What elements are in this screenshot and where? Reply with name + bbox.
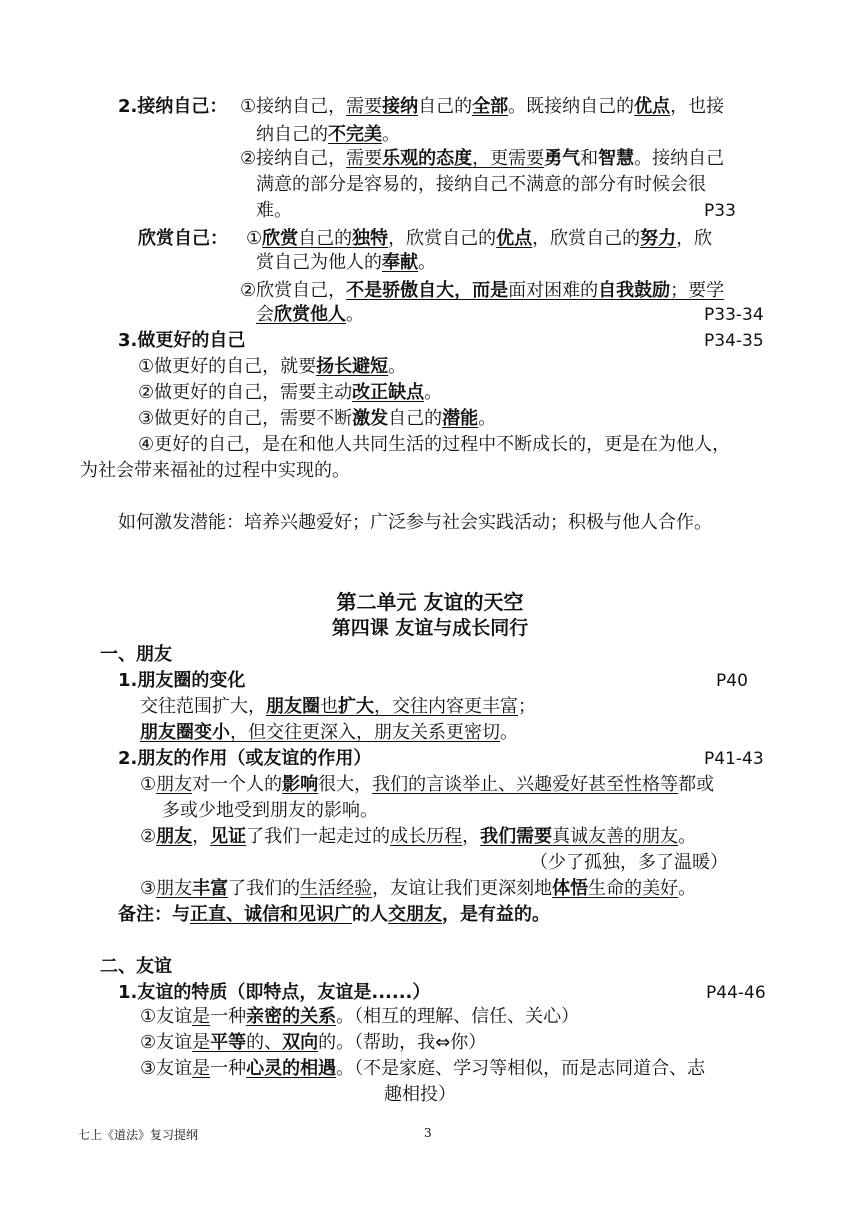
subheading-friend-circle: 1.朋友圈的变化: [118, 670, 246, 691]
list-item: ②做更好的自己，需要主动改正缺点。: [138, 382, 443, 403]
text-line: 纳自己的不完美。: [256, 124, 400, 145]
list-item: ③友谊是一种心灵的相遇。（不是家庭、学习等相似，而是志同道合、志: [140, 1058, 706, 1079]
list-item: ④更好的自己，是在和他人共同生活的过程中不断成长的，更是在为他人，: [138, 434, 731, 455]
remark: 备注：与正直、诚信和见识广的人交朋友，是有益的。: [118, 904, 550, 925]
lesson-title: 第四课 友谊与成长同行: [331, 617, 529, 639]
list-item: ①做更好的自己，就要扬长避短。: [138, 356, 407, 377]
heading-better-self: 3.做更好的自己: [118, 330, 246, 351]
list-item: 趣相投）: [384, 1084, 456, 1105]
heading-accept-self: 2.接纳自己：: [118, 96, 228, 117]
footer-title: 七上《道法》复习提纲: [78, 1128, 199, 1142]
text-line: 满意的部分是容易的，接纳自己不满意的部分有时候会很: [256, 174, 706, 195]
section-heading-friends: 一、朋友: [100, 644, 172, 665]
list-item: ③做更好的自己，需要不断激发自己的潜能。: [138, 408, 497, 429]
list-item: ②友谊是平等的、双向的。（帮助，我⇔你）: [140, 1032, 487, 1053]
list-item: ①朋友对一个人的影响很大，我们的言谈举止、兴趣爱好甚至性格等都或: [140, 774, 715, 795]
text-line: 交往范围扩大，朋友圈也扩大，交往内容更丰富；: [140, 696, 536, 717]
list-item: （少了孤独，多了温暖）: [530, 852, 728, 873]
text-line: ②接纳自己，需要乐观的态度，更需要勇气和智慧。接纳自己: [240, 148, 725, 169]
text-line: ②欣赏自己，不是骄傲自大，而是面对困难的自我鼓励；要学: [240, 280, 725, 301]
text-line: 赏自己为他人的奉献。: [256, 252, 436, 273]
note-potential: 如何激发潜能：培养兴趣爱好；广泛参与社会实践活动；积极与他人合作。: [118, 512, 712, 533]
text-line: ①欣赏自己的独特，欣赏自己的优点，欣赏自己的努力，欣: [246, 228, 713, 249]
heading-appreciate-self: 欣赏自己：: [138, 228, 228, 249]
page-reference: P40: [716, 671, 748, 691]
list-item: ③朋友丰富了我们的生活经验，友谊让我们更深刻地体悟生命的美好。: [140, 878, 697, 899]
page-reference: P33: [704, 201, 736, 221]
page-reference: P41-43: [704, 749, 764, 769]
text-line: 会欣赏他人。: [256, 304, 364, 325]
list-item: ②朋友，见证了我们一起走过的成长历程，我们需要真诚友善的朋友。: [140, 826, 697, 847]
page-number: 3: [424, 1126, 432, 1140]
text-line: 朋友圈变小，但交往更深入，朋友关系更密切。: [140, 722, 518, 743]
subheading-friend-role: 2.朋友的作用（或友谊的作用）: [118, 748, 372, 769]
text-line: ①接纳自己，需要接纳自己的全部。既接纳自己的优点，也接: [240, 96, 725, 117]
subheading-friendship-traits: 1.友谊的特质（即特点，友谊是......）: [118, 982, 431, 1003]
text-line: 难。: [256, 200, 292, 221]
page-reference: P33-34: [704, 305, 764, 325]
section-heading-friendship: 二、友谊: [100, 956, 172, 977]
unit-title: 第二单元 友谊的天空: [336, 590, 524, 614]
list-item: ①友谊是一种亲密的关系。（相互的理解、信任、关心）: [140, 1006, 580, 1027]
page-reference: P44-46: [706, 983, 766, 1003]
list-item: 多或少地受到朋友的影响。: [162, 800, 378, 821]
list-item: 为社会带来福祉的过程中实现的。: [80, 460, 350, 481]
page-reference: P34-35: [704, 331, 764, 351]
